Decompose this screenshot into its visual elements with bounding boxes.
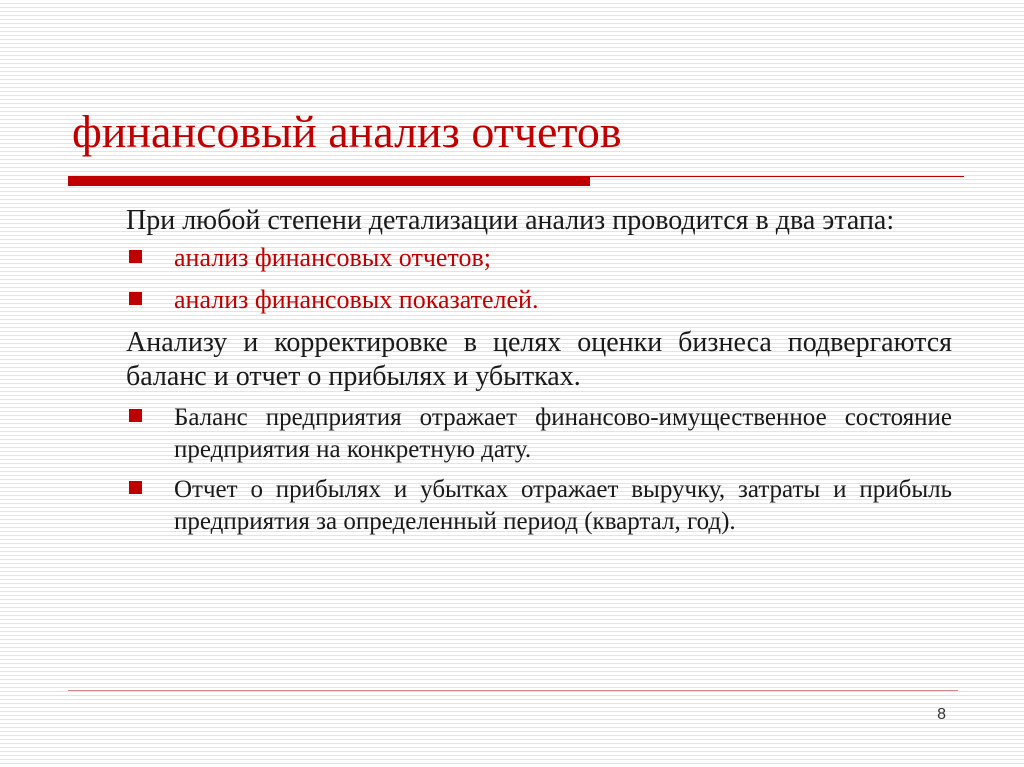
footer-divider <box>68 690 958 691</box>
intro-paragraph: При любой степени детализации анализ проводится в два этапа: <box>126 205 895 236</box>
square-bullet-icon <box>129 292 142 305</box>
stage-text: анализ финансовых отчетов; <box>174 243 491 272</box>
title-underline-bar <box>68 176 590 186</box>
square-bullet-icon <box>129 250 142 263</box>
detail-text: Баланс предприятия отражает финансово-имущественное состояние предприятия на конкретную дату. <box>174 404 952 463</box>
list-item <box>126 474 952 538</box>
slide-title: финансовый анализ отчетов <box>72 106 622 157</box>
title-underline-thin <box>590 176 964 177</box>
slide-content <box>126 204 952 548</box>
square-bullet-icon <box>129 409 142 422</box>
square-bullet-icon <box>129 481 142 494</box>
details-list <box>126 402 952 538</box>
stages-list <box>126 242 952 316</box>
analysis-paragraph: Анализу и корректировке в целях оценки бизнеса подвергаются баланс и отчет о прибылях и убытках. <box>126 327 952 392</box>
list-item <box>126 242 952 274</box>
stage-text: анализ финансовых показателей. <box>174 285 539 314</box>
detail-text: Отчет о прибылях и убытках отражает выручку, затраты и прибыль предприятия за определенный период (квартал, год). <box>174 476 952 535</box>
list-item <box>126 284 952 316</box>
list-item <box>126 402 952 466</box>
page-number: 8 <box>937 706 946 723</box>
